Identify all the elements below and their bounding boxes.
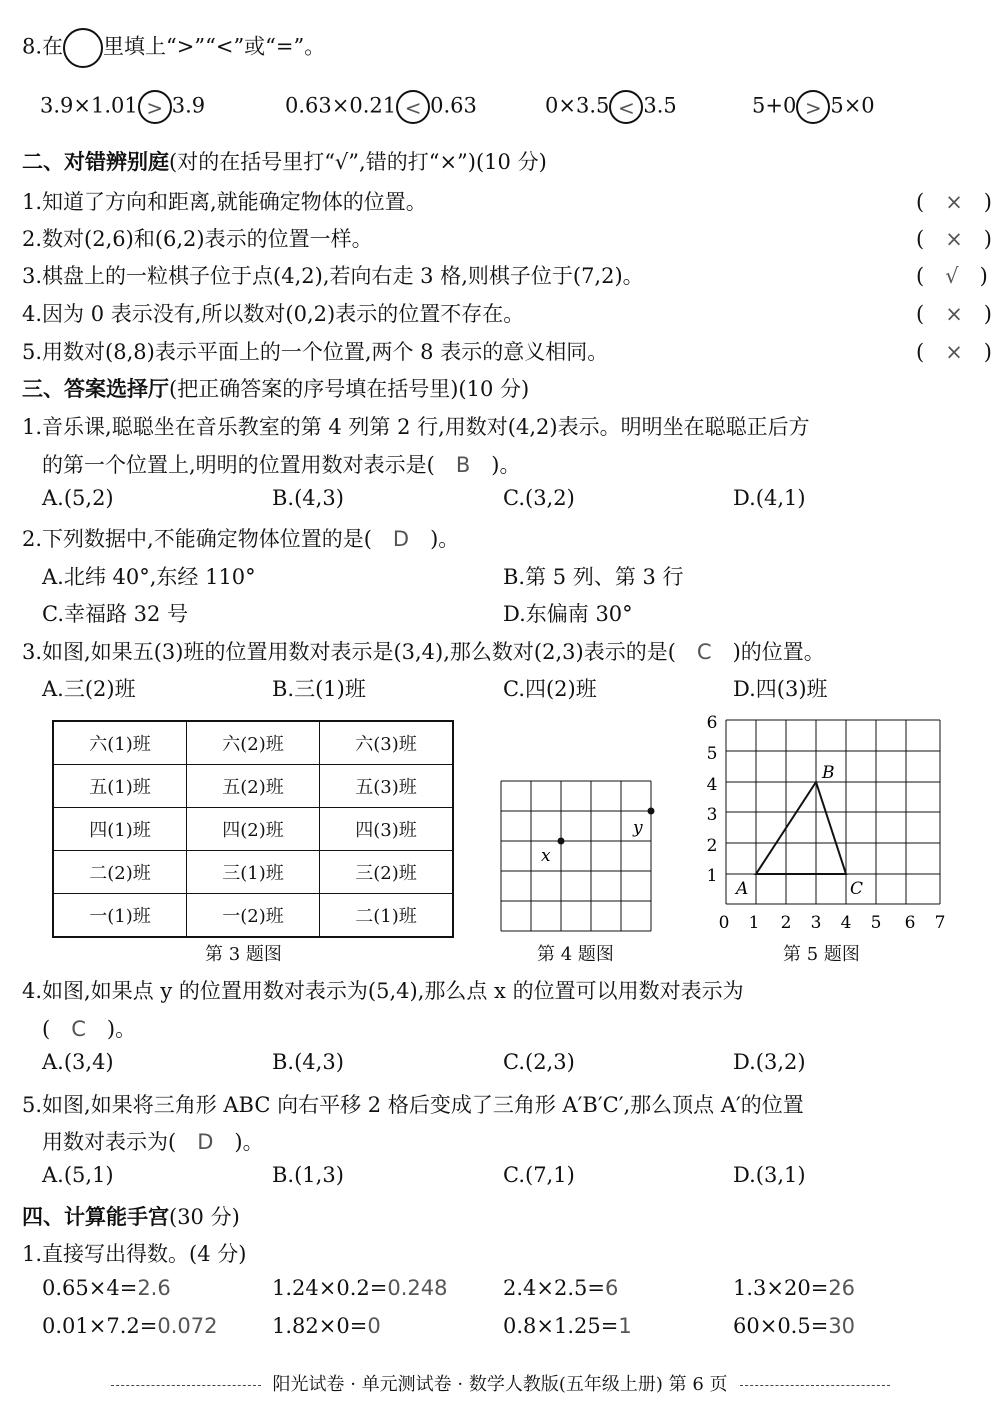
vertex-c-label: C: [850, 879, 864, 899]
option: C.四(2)班: [503, 677, 597, 701]
x-tick: 1: [748, 913, 760, 933]
option: D.四(3)班: [733, 677, 828, 701]
option: A.(3,4): [42, 1050, 114, 1074]
option: C.(2,3): [503, 1050, 575, 1074]
y-tick: 6: [706, 713, 718, 733]
question-text: 2.下列数据中,不能确定物体位置的是( D )。: [22, 527, 460, 551]
y-tick: 4: [706, 775, 718, 795]
table-row: 二(2)班 三(1)班 三(2)班: [53, 851, 453, 894]
point-y: [648, 808, 655, 815]
calc-item: 1.24×0.2=0.248: [272, 1276, 448, 1300]
compare-answer: <: [396, 90, 430, 124]
calc-item: 60×0.5=30: [733, 1314, 856, 1338]
blank-circle-icon: [63, 28, 103, 68]
option: B.三(1)班: [272, 677, 366, 701]
answer: D: [197, 1130, 214, 1154]
question-text: 1.直接写出得数。(4 分): [22, 1242, 247, 1266]
table-row: 六(1)班 六(2)班 六(3)班: [53, 721, 453, 765]
answer: D: [392, 527, 410, 551]
option: D.(3,2): [733, 1050, 806, 1074]
question-text: 4.如图,如果点 y 的位置用数对表示为(5,4),那么点 x 的位置可以用数对表示为: [22, 979, 744, 1003]
q8-prompt: 8.在 里填上“>”“<”或“=”。: [22, 28, 325, 68]
x-tick: 6: [904, 913, 916, 933]
option: D.(3,1): [733, 1163, 806, 1187]
answer: C: [71, 1017, 86, 1041]
point-x-label: x: [541, 846, 551, 866]
q8-item: 0×3.5 < 3.5: [545, 90, 677, 124]
question-text: 1.音乐课,聪聪坐在音乐教室的第 4 列第 2 行,用数对(4,2)表示。明明坐在聪聪正后方: [22, 415, 810, 439]
question-text: 3.如图,如果五(3)班的位置用数对表示是(3,4),那么数对(2,3)表示的是( C )的位置。: [22, 640, 825, 664]
tf-answer: ( × ): [916, 302, 993, 326]
tf-item: 4.因为 0 表示没有,所以数对(0,2)表示的位置不存在。: [22, 302, 525, 326]
question-text: 的第一个位置上,明明的位置用数对表示是( B )。: [42, 453, 521, 477]
y-tick: 1: [706, 866, 718, 886]
class-seating-table: [52, 720, 454, 938]
table-row: 四(1)班 四(2)班 四(3)班: [53, 808, 453, 851]
calc-item: 2.4×2.5=6: [503, 1276, 619, 1300]
x-tick: 3: [810, 913, 822, 933]
section-2-heading: 二、对错辨别庭(对的在括号里打“√”,错的打“×”)(10 分): [22, 150, 547, 174]
option: A.(5,2): [42, 486, 114, 510]
vertex-b-label: B: [822, 763, 835, 783]
x-tick: 0: [718, 913, 730, 933]
compare-answer: <: [609, 90, 643, 124]
figure-4-grid: [495, 775, 665, 935]
answer: C: [696, 640, 712, 664]
compare-answer: >: [796, 90, 830, 124]
calc-item: 1.82×0=0: [272, 1314, 381, 1338]
x-tick: 5: [870, 913, 882, 933]
y-tick: 2: [706, 836, 718, 856]
tf-item: 3.棋盘上的一粒棋子位于点(4,2),若向右走 3 格,则棋子位于(7,2)。: [22, 264, 644, 288]
answer: B: [455, 453, 471, 477]
question-text: 用数对表示为( D )。: [42, 1130, 264, 1154]
tf-answer: ( √ ): [916, 264, 988, 288]
question-text: ( C )。: [42, 1017, 137, 1041]
vertex-a-label: A: [736, 879, 749, 899]
option: C.(3,2): [503, 486, 575, 510]
y-tick: 3: [706, 805, 718, 825]
option: C.(7,1): [503, 1163, 575, 1187]
option: B.(4,3): [272, 1050, 344, 1074]
table-row: 五(1)班 五(2)班 五(3)班: [53, 765, 453, 808]
q8-item: 3.9×1.01 > 3.9: [40, 90, 205, 124]
triangle-abc: [756, 782, 846, 874]
calc-item: 1.3×20=26: [733, 1276, 856, 1300]
option: D.(4,1): [733, 486, 806, 510]
calc-item: 0.01×7.2=0.072: [42, 1314, 218, 1338]
table-row: 一(1)班 一(2)班 二(1)班: [53, 894, 453, 938]
figure-caption: 第 5 题图: [783, 944, 860, 965]
option: A.北纬 40°,东经 110°: [42, 565, 256, 589]
option: C.幸福路 32 号: [42, 602, 189, 626]
tf-answer: ( × ): [916, 340, 993, 364]
calc-item: 0.8×1.25=1: [503, 1314, 632, 1338]
tf-item: 5.用数对(8,8)表示平面上的一个位置,两个 8 表示的意义相同。: [22, 340, 609, 364]
page-footer: 阳光试卷 · 单元测试卷 · 数学人教版(五年级上册) 第 6 页: [0, 1370, 1000, 1396]
figure-5-grid: [700, 708, 960, 938]
question-text: 5.如图,如果将三角形 ABC 向右平移 2 格后变成了三角形 A′B′C′,那么顶点 A′的位置: [22, 1093, 804, 1117]
option: B.(1,3): [272, 1163, 344, 1187]
point-x: [558, 838, 565, 845]
x-tick: 7: [934, 913, 946, 933]
q8-item: 5+0 > 5×0: [752, 90, 875, 124]
option: A.三(2)班: [42, 677, 136, 701]
option: A.(5,1): [42, 1163, 114, 1187]
calc-item: 0.65×4=2.6: [42, 1276, 171, 1300]
compare-answer: >: [138, 90, 172, 124]
option: D.东偏南 30°: [503, 602, 633, 626]
tf-item: 1.知道了方向和距离,就能确定物体的位置。: [22, 190, 427, 214]
tf-item: 2.数对(2,6)和(6,2)表示的位置一样。: [22, 227, 373, 251]
y-tick: 5: [706, 744, 718, 764]
q8-item: 0.63×0.21 < 0.63: [285, 90, 477, 124]
section-4-heading: 四、计算能手宫(30 分): [22, 1205, 240, 1229]
tf-answer: ( × ): [916, 190, 993, 214]
tf-answer: ( × ): [916, 227, 993, 251]
figure-caption: 第 3 题图: [205, 944, 282, 965]
option: B.(4,3): [272, 486, 344, 510]
option: B.第 5 列、第 3 行: [503, 565, 684, 589]
x-tick: 2: [780, 913, 792, 933]
section-3-heading: 三、答案选择厅(把正确答案的序号填在括号里)(10 分): [22, 377, 530, 401]
point-y-label: y: [633, 818, 643, 838]
x-tick: 4: [840, 913, 852, 933]
figure-caption: 第 4 题图: [537, 944, 614, 965]
